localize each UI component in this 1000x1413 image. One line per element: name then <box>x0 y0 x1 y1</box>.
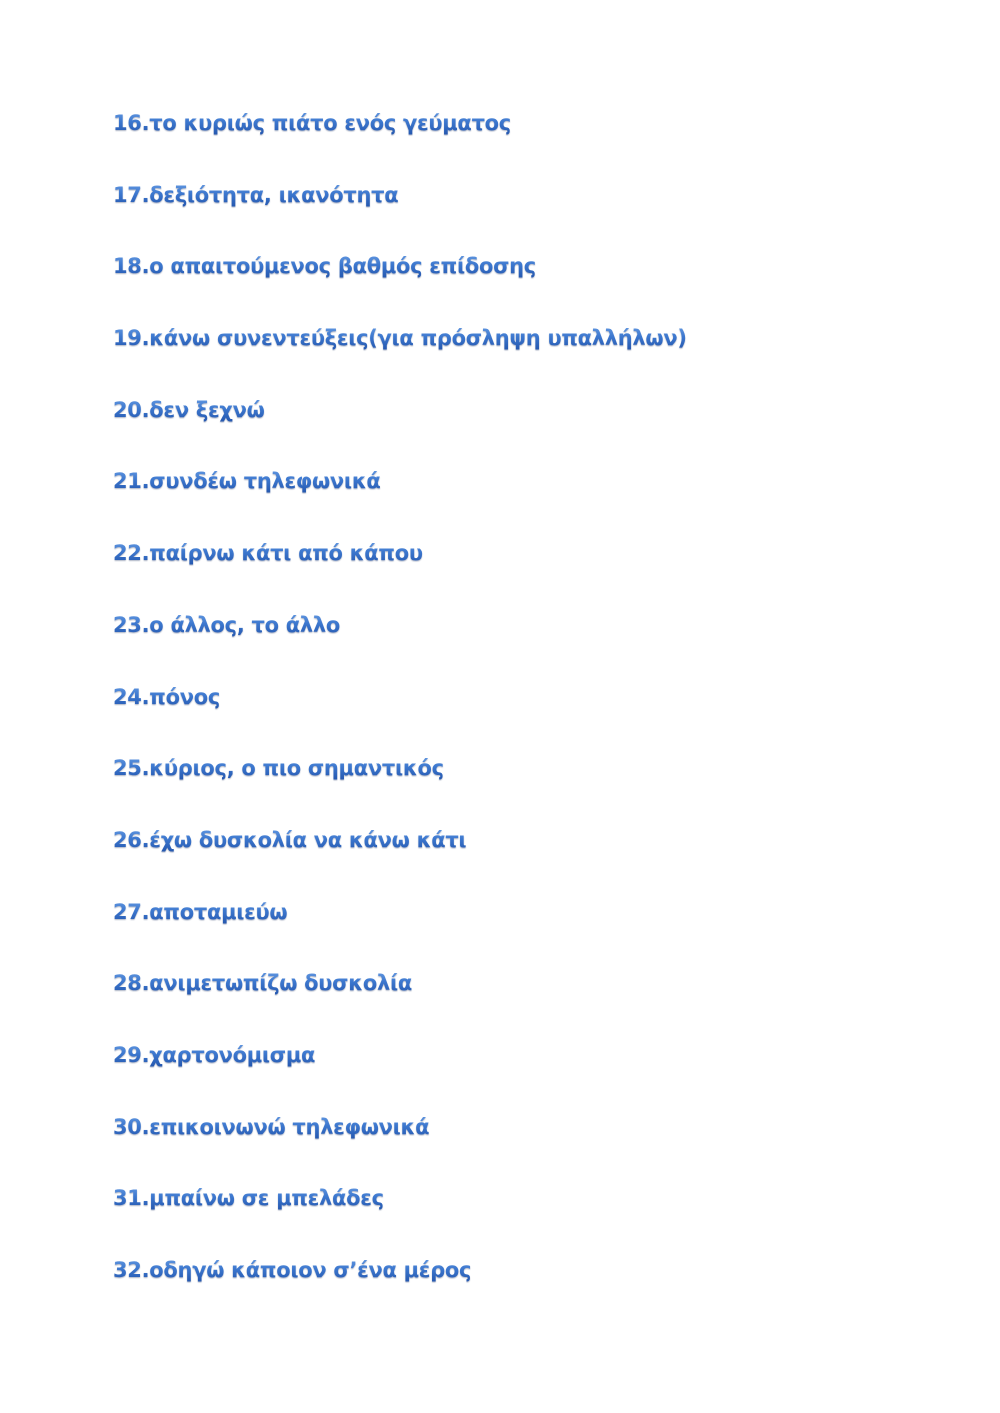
list-item <box>113 538 687 610</box>
list-item <box>113 897 687 969</box>
list-item-text: 30.επικοινωνώ τηλεφωνικά <box>113 1112 429 1142</box>
list-item <box>113 825 687 897</box>
list-item-text: 29.χαρτονόμισμα <box>113 1040 315 1070</box>
list-item-text: 23.ο άλλος, το άλλο <box>113 610 340 640</box>
list-item-text: 28.ανιμετωπίζω δυσκολία <box>113 968 412 998</box>
list-item-text: 20.δεν ξεχνώ <box>113 395 265 425</box>
list-item <box>113 1255 687 1327</box>
list-item <box>113 323 687 395</box>
vocabulary-list <box>113 108 687 1327</box>
list-item <box>113 682 687 754</box>
list-item-text: 31.μπαίνω σε μπελάδες <box>113 1183 384 1213</box>
list-item-text: 19.κάνω συνεντεύξεις(για πρόσληψη υπαλλήλων) <box>113 323 687 353</box>
list-item-text: 16.το κυριώς πιάτο ενός γεύματος <box>113 108 511 138</box>
list-item <box>113 1183 687 1255</box>
list-item <box>113 180 687 252</box>
list-item-text: 26.έχω δυσκολία να κάνω κάτι <box>113 825 466 855</box>
list-item-text: 32.οδηγώ κάποιον σ’ένα μέρος <box>113 1255 471 1285</box>
list-item <box>113 610 687 682</box>
list-item-text: 24.πόνος <box>113 682 220 712</box>
list-item-text: 25.κύριος, ο πιο σημαντικός <box>113 753 444 783</box>
list-item <box>113 753 687 825</box>
list-item <box>113 1112 687 1184</box>
list-item-text: 18.ο απαιτούμενος βαθμός επίδοσης <box>113 251 536 281</box>
list-item-text: 22.παίρνω κάτι από κάπου <box>113 538 423 568</box>
list-item <box>113 466 687 538</box>
list-item-text: 17.δεξιότητα, ικανότητα <box>113 180 398 210</box>
list-item-text: 27.αποταμιεύω <box>113 897 287 927</box>
list-item <box>113 251 687 323</box>
list-item <box>113 968 687 1040</box>
list-item-text: 21.συνδέω τηλεφωνικά <box>113 466 381 496</box>
list-item <box>113 395 687 467</box>
list-item <box>113 1040 687 1112</box>
list-item <box>113 108 687 180</box>
